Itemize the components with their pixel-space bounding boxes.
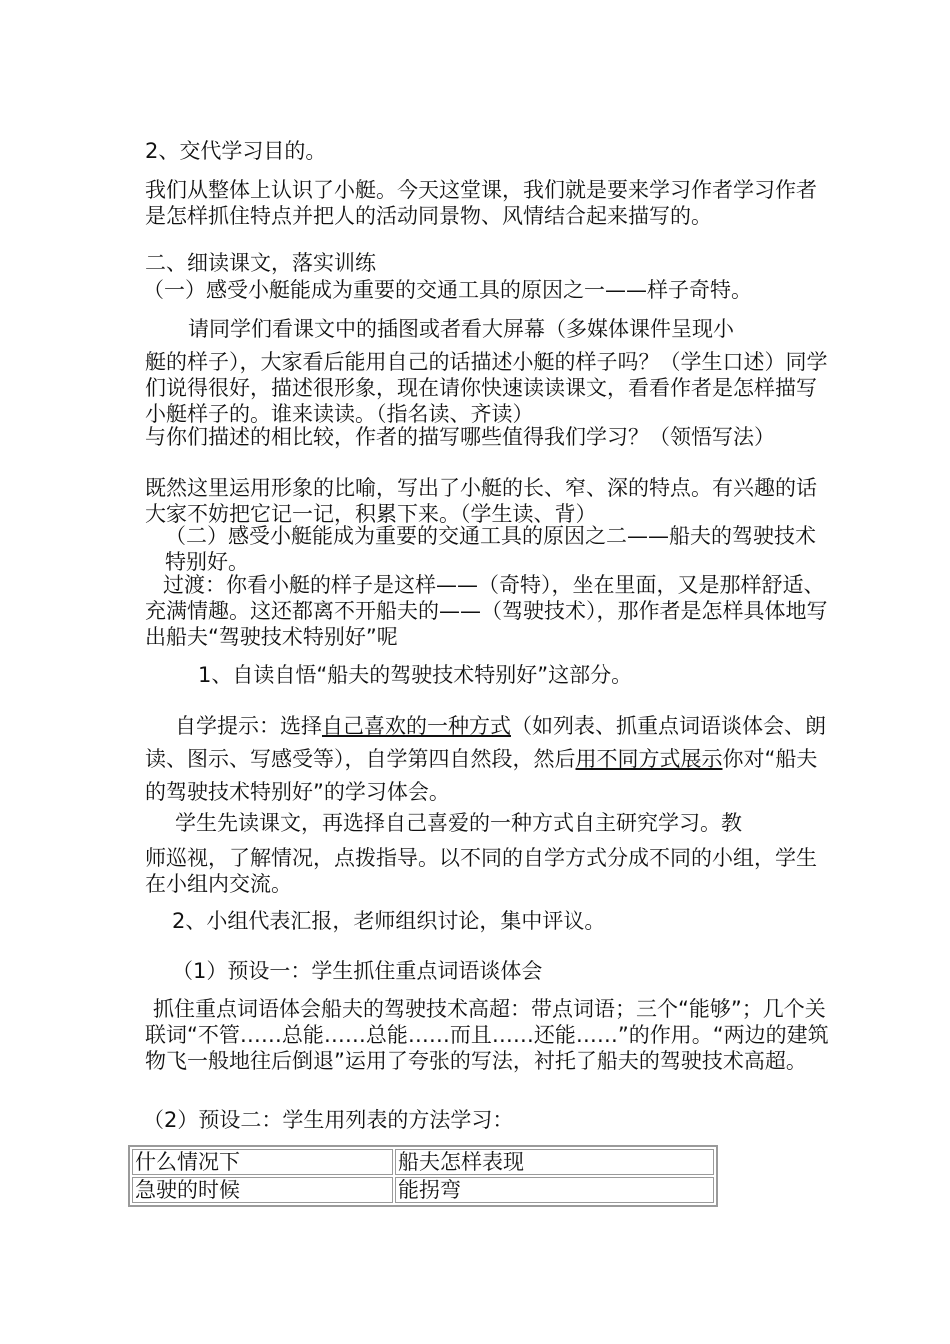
table-cell: 能拐弯 [395, 1177, 714, 1203]
table-row [132, 1177, 714, 1203]
hint-text-c: 你对“船夫的驾驶技术特别好”的学习体会。 [145, 747, 818, 804]
paragraph-look-line1: 请同学们看课文中的插图或者看大屏幕（多媒体课件呈现小 [188, 317, 734, 341]
hint-text-a: 自学提示：选择 [175, 714, 322, 738]
table-header-row [132, 1149, 714, 1175]
paragraph-look: 艇的样子），大家看后能用自己的话描述小艇的样子吗？（学生口述）同学们说得很好，描述很形象，现在请你快速读读课文，看看作者是怎样描写小艇样子的。谁来读读。（指名读、齐读） [145, 350, 828, 426]
hint-underline-1: 自己喜欢的一种方式 [322, 714, 511, 738]
heading-2: 2、交代学习目的。 [145, 139, 327, 163]
paragraph-metaphor: 既然这里运用形象的比喻，写出了小艇的长、窄、深的特点。有兴趣的话大家不妨把它记一记，积累下来。（学生读、背） [145, 476, 817, 526]
paragraph-compare: 与你们描述的相比较，作者的描写哪些值得我们学习？（领悟写法） [145, 425, 775, 449]
self-study-hint [145, 710, 835, 809]
section-title: 二、细读课文，落实训练 [145, 251, 376, 275]
hint-text-b: （如列表、抓重点词语谈体会、朗读、图示、写感受等），自学第四自然段，然后 [145, 714, 826, 771]
hint-underline-2: 用不同方式展示 [575, 747, 723, 771]
table-cell: 急驶的时候 [132, 1177, 393, 1203]
preset-1: （1）预设一：学生抓住重点词语谈体会 [172, 959, 543, 983]
step-1: 1、自读自悟“船夫的驾驶技术特别好”这部分。 [198, 663, 633, 687]
paragraph-students-line1: 学生先读课文，再选择自己喜爱的一种方式自主研究学习。教 [175, 811, 742, 835]
preset-2: （2）预设二：学生用列表的方法学习： [143, 1108, 514, 1132]
paragraph-students: 师巡视，了解情况，点拨指导。以不同的自学方式分成不同的小组，学生在小组内交流。 [145, 846, 817, 896]
table-header-cell: 什么情况下 [132, 1149, 393, 1175]
step-2: 2、小组代表汇报，老师组织讨论，集中评议。 [172, 909, 606, 933]
paragraph-transition: 过渡：你看小艇的样子是这样——（奇特），坐在里面，又是那样舒适、充满情趣。这还都离不开船夫的——（驾驶技术），那作者是怎样具体地写出船夫“驾驶技术特别好”呢 [145, 573, 828, 649]
paragraph-keywords: 抓住重点词语体会船夫的驾驶技术高超：带点词语；三个“能够”；几个关联词“不管……总能……总能……而且……还能……”的作用。“两边的建筑物飞一般地往后倒退”运用了夸张的写法，衬托了船夫的驾驶技术高超。 [145, 997, 829, 1073]
table-header-cell: 船夫怎样表现 [395, 1149, 714, 1175]
subsection-2: （二）感受小艇能成为重要的交通工具的原因之二——船夫的驾驶技术特别好。 [165, 524, 816, 574]
method-table [128, 1145, 718, 1207]
subsection-1: （一）感受小艇能成为重要的交通工具的原因之一——样子奇特。 [143, 278, 752, 302]
intro-paragraph: 我们从整体上认识了小艇。今天这堂课，我们就是要来学习作者学习作者是怎样抓住特点并把人的活动同景物、风情结合起来描写的。 [145, 178, 817, 228]
